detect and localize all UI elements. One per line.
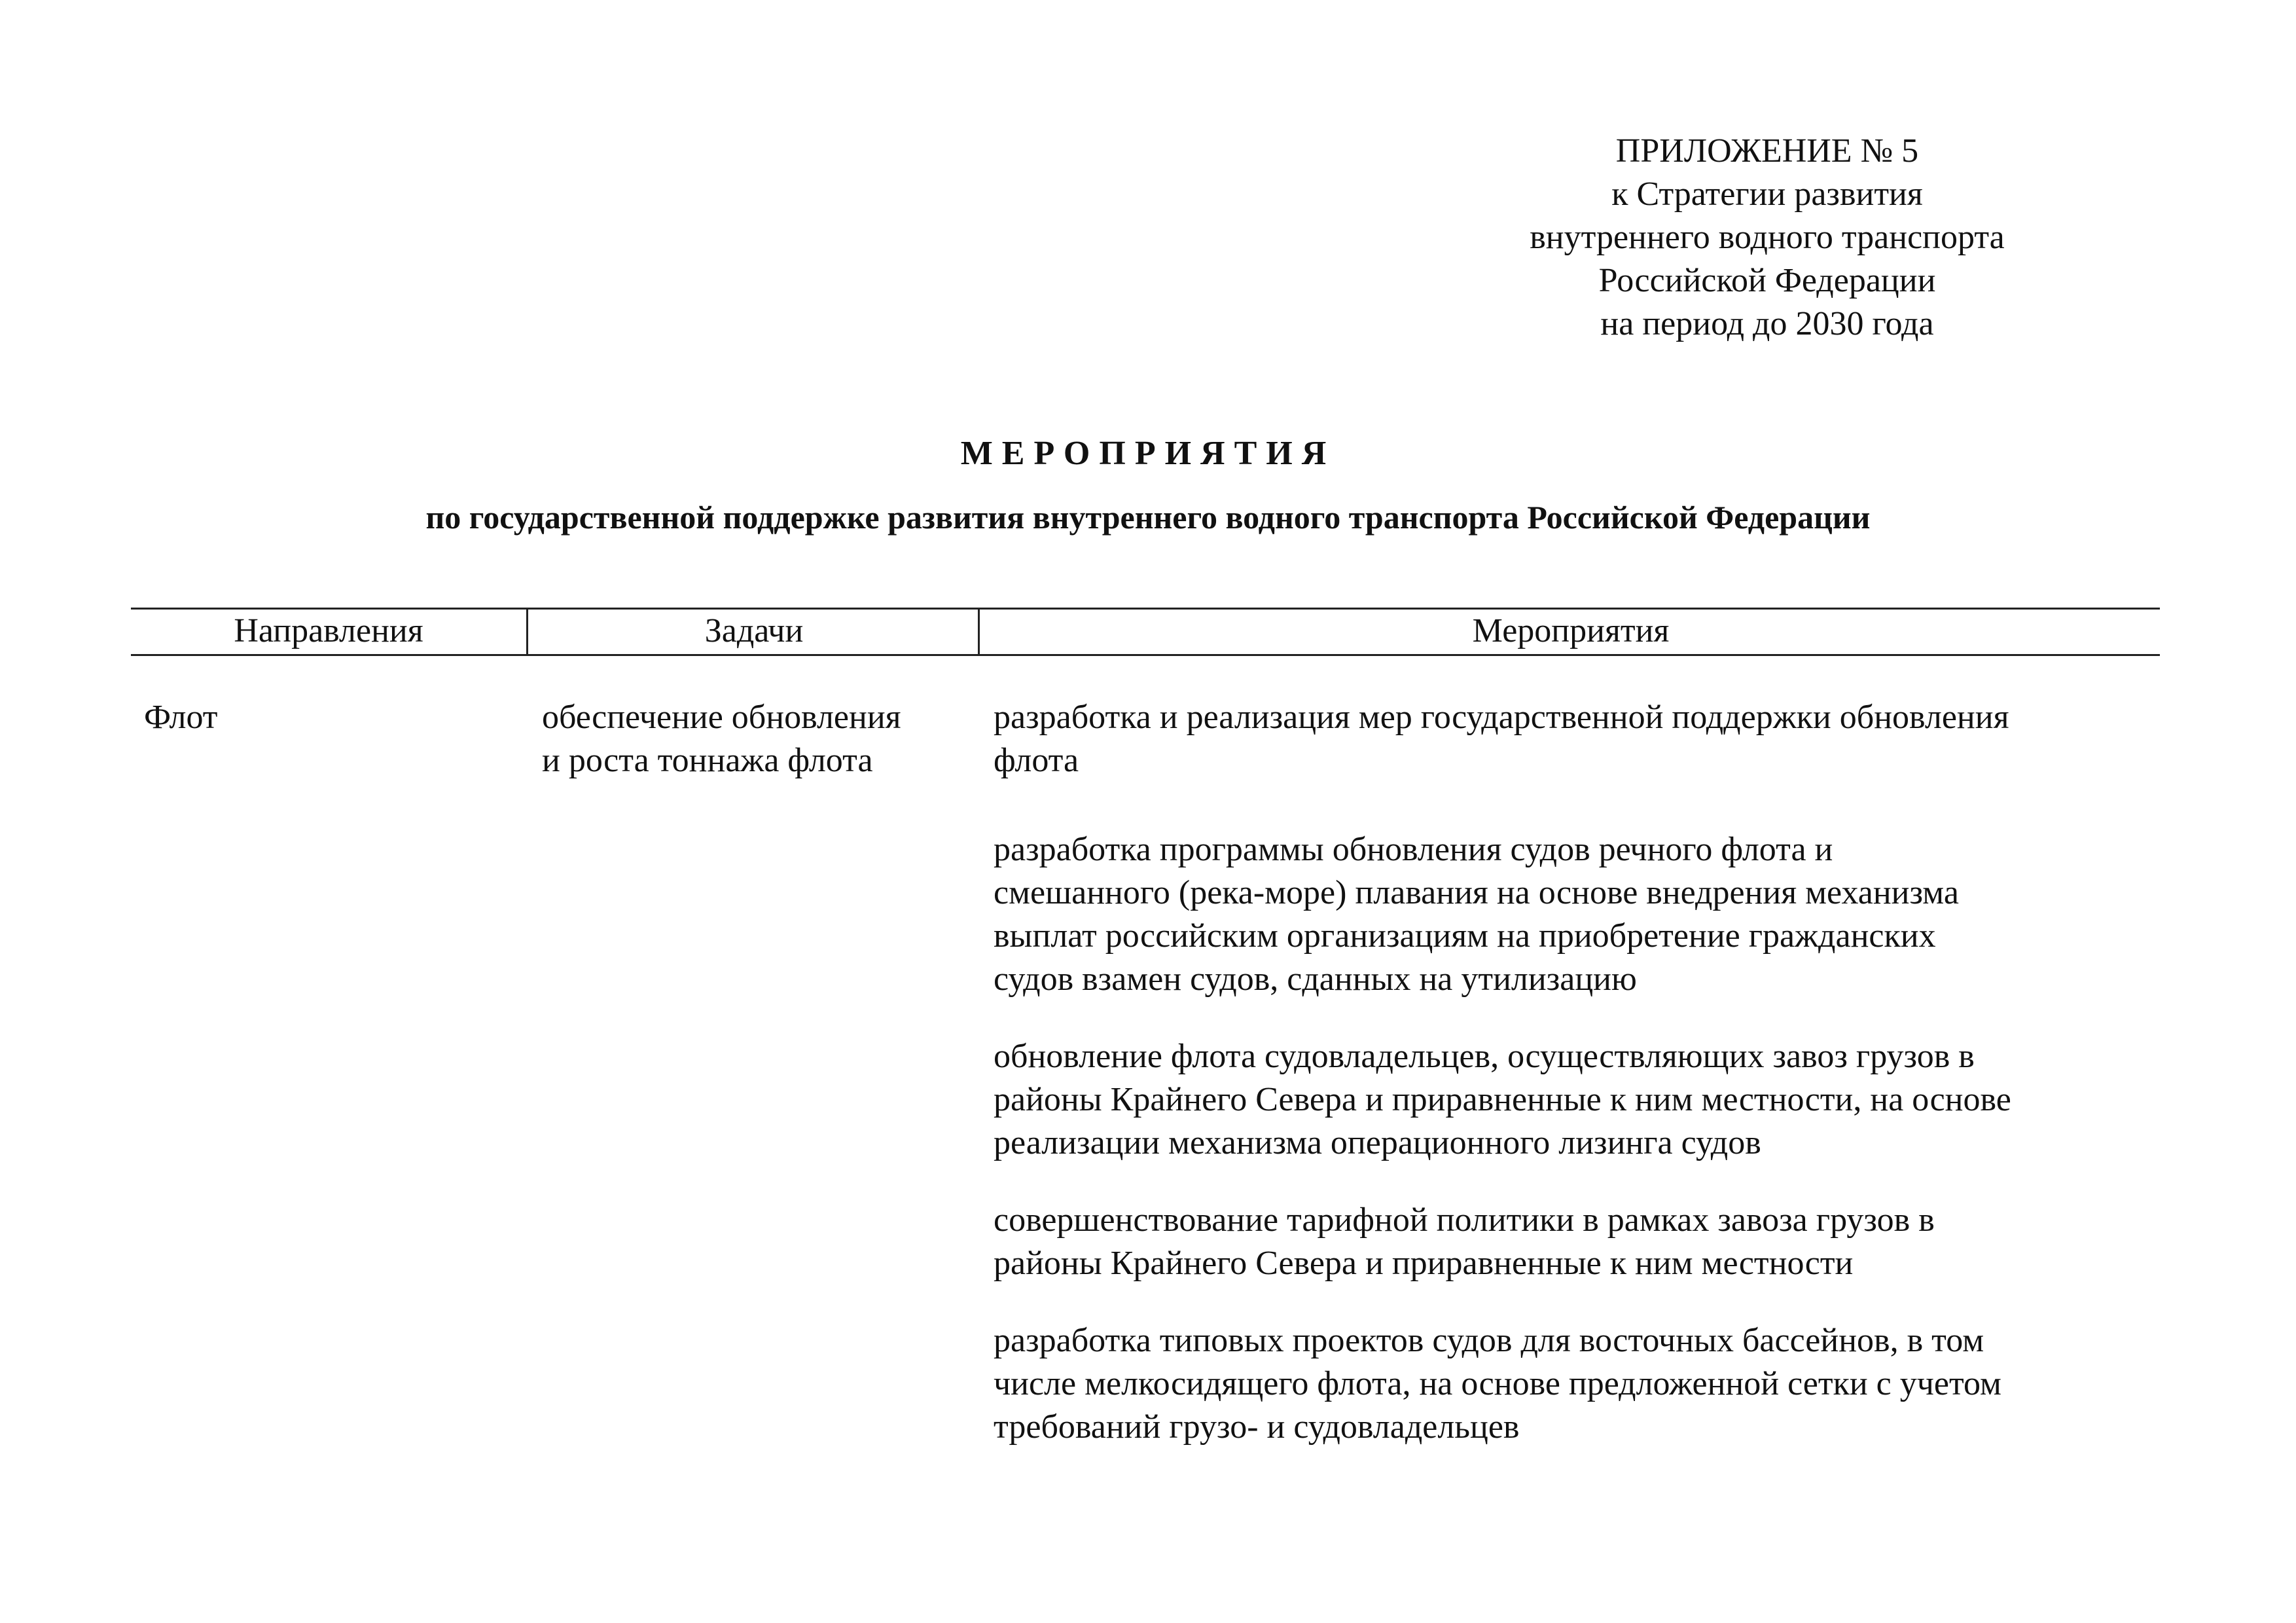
appendix-line: внутреннего водного транспорта xyxy=(1530,219,2005,256)
measure-line: разработка и реализация мер государственной поддержки обновления xyxy=(994,699,2009,736)
task-line: обеспечение обновления xyxy=(542,699,901,736)
measure-item xyxy=(994,1199,2159,1285)
measure-item xyxy=(994,1035,2159,1165)
measure-line: обновление флота судовладельцев, осуществляющих завоз грузов в xyxy=(994,1038,1975,1075)
measure-line: смешанного (река-море) плавания на основе внедрения механизма xyxy=(994,874,1959,911)
measure-line: разработка программы обновления судов речного флота и xyxy=(994,831,1833,868)
measure-line: требований грузо- и судовладельцев xyxy=(994,1408,1520,1446)
measure-line: районы Крайнего Севера и приравненные к ним местности, на основе xyxy=(994,1081,2011,1118)
appendix-line: ПРИЛОЖЕНИЕ № 5 xyxy=(1615,132,1919,170)
measure-item xyxy=(994,828,2159,1001)
measure-line: флота xyxy=(994,742,1079,779)
measure-line: числе мелкосидящего флота, на основе предложенной сетки с учетом xyxy=(994,1365,2001,1402)
header-measures: Мероприятия xyxy=(978,610,2162,654)
header-tasks: Задачи xyxy=(526,610,980,654)
row-measures xyxy=(994,696,2159,1449)
measure-line: выплат российским организациям на приобретение гражданских xyxy=(994,917,1936,955)
measure-line: реализации механизма операционного лизинга судов xyxy=(994,1124,1761,1161)
table-header xyxy=(131,608,2160,656)
measure-line: районы Крайнего Севера и приравненные к ним местности xyxy=(994,1245,1854,1282)
measure-line: разработка типовых проектов судов для восточных бассейнов, в том xyxy=(994,1322,1984,1359)
row-direction: Флот xyxy=(144,699,218,736)
measures-table xyxy=(131,608,2160,1446)
measure-item xyxy=(994,1319,2159,1449)
header-directions: Направления xyxy=(234,612,423,649)
appendix-reference xyxy=(1492,130,2042,346)
measure-item xyxy=(994,696,2159,782)
appendix-line: на период до 2030 года xyxy=(1600,305,1934,342)
task-line: и роста тоннажа флота xyxy=(542,742,873,779)
measure-line: совершенствование тарифной политики в рамках завоза грузов в xyxy=(994,1201,1935,1239)
appendix-line: Российской Федерации xyxy=(1598,262,1936,299)
measure-line: судов взамен судов, сданных на утилизацию xyxy=(994,960,1637,998)
document-subtitle: по государственной поддержке развития внутреннего водного транспорта Российской Федерации xyxy=(425,499,1871,536)
appendix-line: к Стратегии развития xyxy=(1611,175,1923,213)
document-title: МЕРОПРИЯТИЯ xyxy=(960,435,1336,472)
row-task xyxy=(542,696,974,782)
